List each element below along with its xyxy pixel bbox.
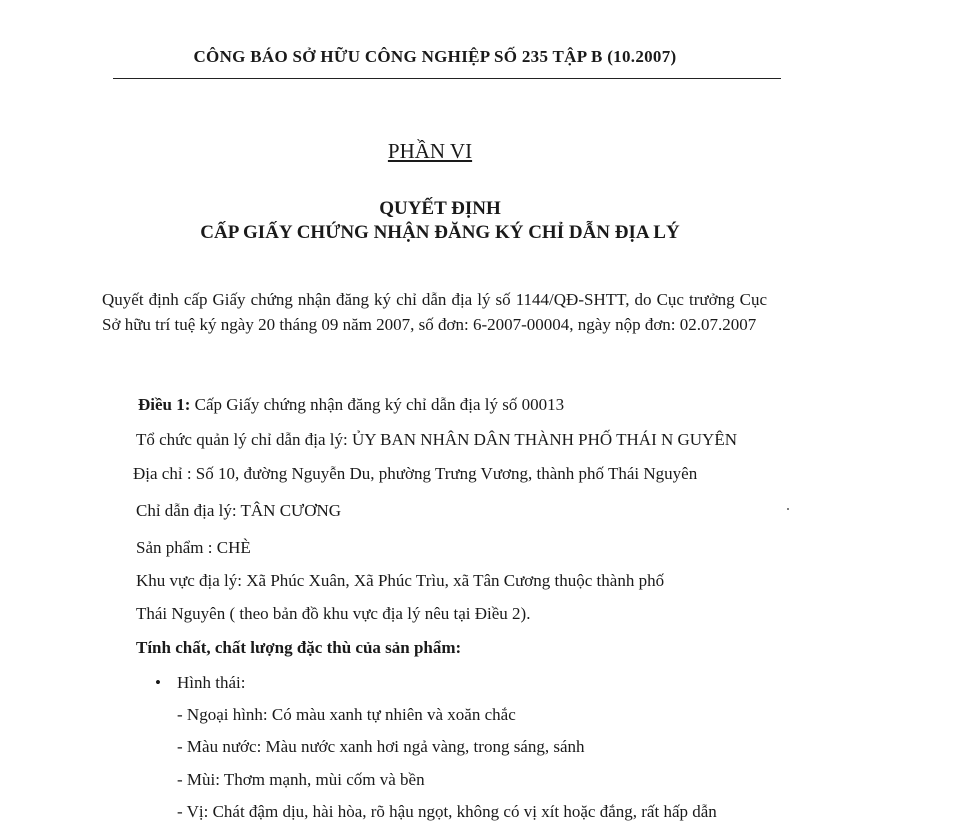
area-line-1: Khu vực địa lý: Xã Phúc Xuân, Xã Phúc Trìu, xã Tân Cương thuộc thành phố <box>136 571 665 590</box>
product-line: Sản phẩm : CHÈ <box>136 538 251 557</box>
gazette-header: CÔNG BÁO SỞ HỮU CÔNG NGHIỆP SỐ 235 TẬP B (10.2007) <box>193 47 677 66</box>
scan-speck <box>787 508 789 510</box>
bullet-label: Hình thái: <box>177 673 246 692</box>
area-line-2: Thái Nguyên ( theo bản đồ khu vực địa lý nêu tại Điều 2). <box>136 604 531 623</box>
detail-appearance: - Ngoại hình: Có màu xanh tự nhiên và xoăn chắc <box>177 705 516 724</box>
header-rule <box>113 78 781 79</box>
article-1-label: Điều 1: <box>138 395 191 414</box>
bullet-item <box>155 673 245 693</box>
part-title: PHẦN VI <box>387 139 473 163</box>
article-1 <box>138 395 564 415</box>
decision-subtitle: CẤP GIẤY CHỨNG NHẬN ĐĂNG KÝ CHỈ DẪN ĐỊA LÝ <box>200 222 680 243</box>
bullet-dot: • <box>155 673 161 692</box>
detail-aroma: - Mùi: Thơm mạnh, mùi cốm và bền <box>177 770 425 789</box>
decision-title: QUYẾT ĐỊNH <box>379 198 501 219</box>
intro-paragraph: Quyết định cấp Giấy chứng nhận đăng ký chỉ dẫn địa lý số 1144/QĐ-SHTT, do Cục trưởng Cục Sở hữu trí tuệ ký ngày 20 tháng 09 năm 2007, số đơn: 6-2007-00004, ngày nộp đơn: 02.07.2007 <box>102 290 767 334</box>
address-line: Địa chỉ : Số 10, đường Nguyễn Du, phường Trưng Vương, thành phố Thái Nguyên <box>133 464 698 483</box>
geographical-indication-line: Chỉ dẫn địa lý: TÂN CƯƠNG <box>136 501 342 520</box>
org-line: Tổ chức quản lý chỉ dẫn địa lý: ỦY BAN NHÂN DÂN THÀNH PHỐ THÁI N GUYÊN <box>136 430 737 449</box>
detail-liquor-color: - Màu nước: Màu nước xanh hơi ngả vàng, trong sáng, sánh <box>177 737 585 756</box>
article-1-text: Cấp Giấy chứng nhận đăng ký chỉ dẫn địa lý số 00013 <box>190 395 565 414</box>
detail-taste: - Vị: Chát đậm dịu, hài hòa, rõ hậu ngọt, không có vị xít hoặc đắng, rất hấp dẫn <box>177 802 717 821</box>
quality-heading: Tính chất, chất lượng đặc thù của sản phẩm: <box>136 638 462 657</box>
